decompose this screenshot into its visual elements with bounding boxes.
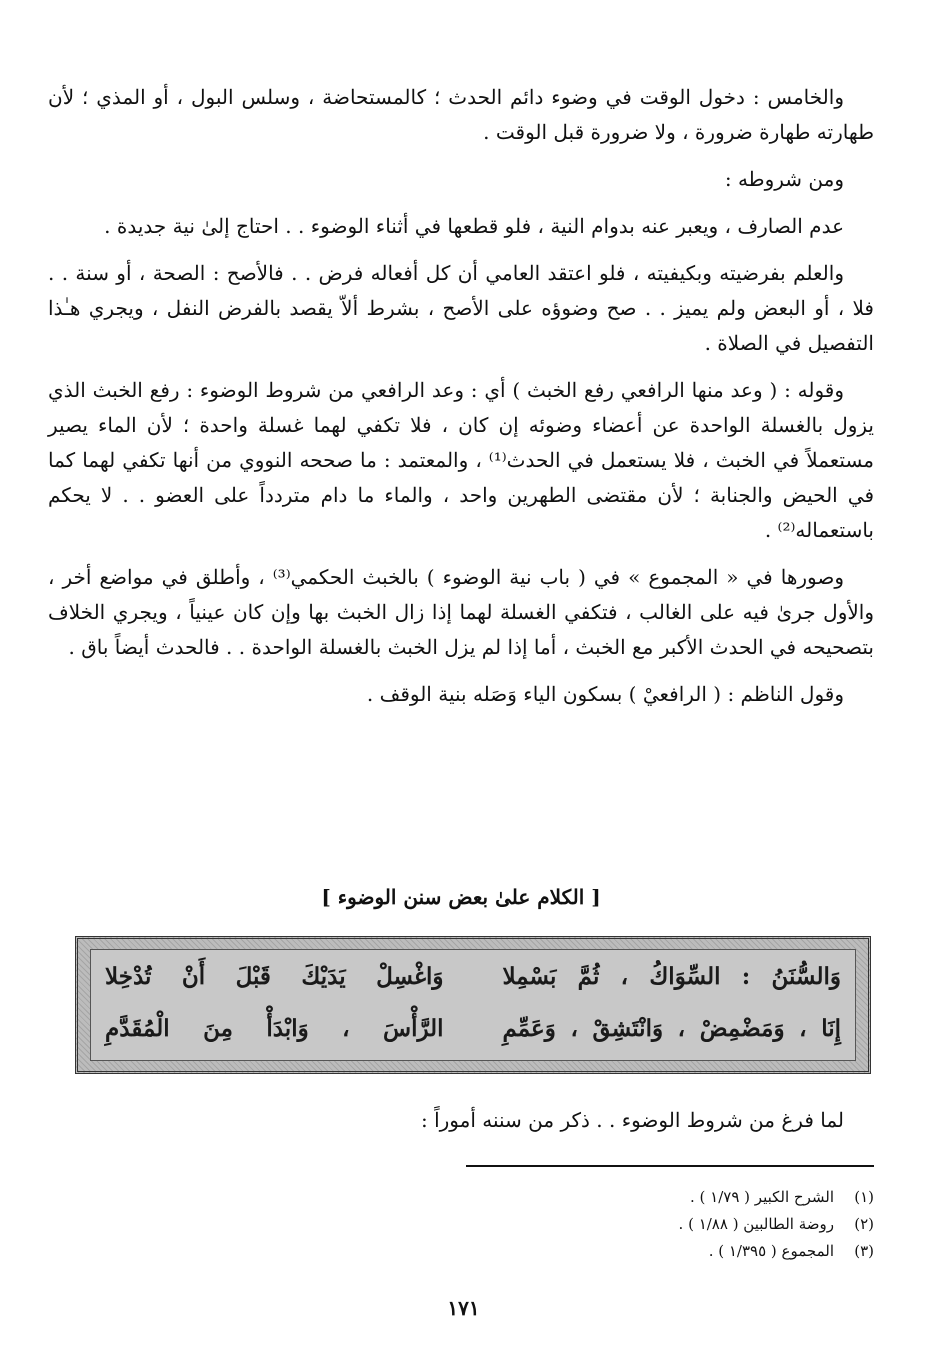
footnote-text: الشرح الكبير ( ١/٧٩ ) .: [690, 1188, 834, 1206]
paragraph-rafii: وقوله : ( وعد منها الرافعي رفع الخبث ) أي : وعد الرافعي من شروط الوضوء : رفع الخبث الذي يزول بالغسلة الواحدة عن أعضاء وضوئه إن كان ، فلا تكفي لهما غسلة واحدة ؛ لأن الماء يصير مستعملاً في الخبث ، فلا يستعمل في الحدث⁽¹⁾ ، والمعتمد : ما صححه النووي من أنها تكفي لهما كما في الحيض والجنابة ؛ لأن مقتضى الطهرين واحد ، والماء ما دام متردداً على العضو . . لا يحكم باستعماله⁽²⁾ .: [48, 378, 874, 542]
verse1-first-hemistich: وَالسُّنَنُ : السِّوَاكُ ، ثُمَّ بَسْمِلا: [502, 963, 841, 990]
paragraph-no-diverter: عدم الصارف ، ويعبر عنه بدوام النية ، فلو قطعها في أثناء الوضوء . . احتاج إلىٰ نية جديدة .: [104, 214, 844, 238]
verse-row-2: [105, 1004, 841, 1054]
footnote-2: [274, 1211, 874, 1238]
verse2-second-hemistich: الرَّأْسَ ، وَابْدَأْ مِنَ الْمُقَدَّمِ: [105, 1015, 444, 1042]
footnote-number: (١): [854, 1188, 874, 1206]
paragraph-fifth-condition: والخامس : دخول الوقت في وضوء دائم الحدث ؛ كالمستحاضة ، وسلس البول ، أو المذي ؛ لأن طهارته طهارة ضرورة ، ولا ضرورة قبل الوقت .: [48, 85, 874, 144]
footnote-text: المجموع ( ١/٣٩٥ ) .: [708, 1242, 834, 1260]
verse1-second-hemistich: وَاغْسِلْ يَدَيْكَ قَبْلَ أَنْ تُدْخِلا: [105, 963, 444, 990]
footnote-number: (٣): [854, 1242, 874, 1260]
paragraph-nazim: وقول الناظم : ( الرافعيْ ) بسكون الياء وَصَله بنية الوقف .: [366, 682, 844, 706]
poem-frame: [90, 949, 856, 1061]
poem-box: [75, 936, 871, 1074]
footnote-divider: [466, 1165, 874, 1167]
footnote-1: [274, 1184, 874, 1211]
verse-row-1: [105, 952, 841, 1002]
verse2-first-hemistich: إِنَا ، وَمَضْمِضْ ، وَانْتَشِقْ ، وَعَمِّمِ: [502, 1015, 841, 1042]
paragraph-conditions-heading: ومن شروطه :: [724, 167, 844, 191]
page-number: ١٧١: [447, 1296, 480, 1320]
footnotes: [274, 1184, 874, 1265]
paragraph-after-poem: لما فرغ من شروط الوضوء . . ذكر من سننه أموراً :: [420, 1108, 844, 1132]
footnote-number: (٢): [854, 1215, 874, 1233]
footnote-3: [274, 1238, 874, 1265]
paragraph-majmu: وصورها في « المجموع » في ( باب نية الوضوء ) بالخبث الحكمي⁽³⁾ ، وأطلق في مواضع أخر ، والأول جرىٰ فيه على الغالب ، فتكفي الغسلة لهما إذا زال الخبث بها وإن كان عينياً ، ويجري الخلاف بتصحيحه في الحدث الأكبر مع الخبث ، أما إذا لم يزل الخبث بالغسلة الواحدة . . فالحدث أيضاً باق .: [48, 565, 874, 659]
footnote-text: روضة الطالبين ( ١/٨٨ ) .: [678, 1215, 834, 1233]
main-text: [48, 80, 874, 724]
paragraph-knowledge: والعلم بفرضيته وبكيفيته ، فلو اعتقد العامي أن كل أفعاله فرض . . فالأصح : الصحة ، أو سنة . . فلا ، أو البعض ولم يميز . . صح وضوؤه على الأصح ، بشرط ألاّ يقصد بالفرض النفل ، ويجري هـٰذا التفصيل في الصلاة .: [48, 261, 874, 355]
section-title: [ الكلام علىٰ بعض سنن الوضوء ]: [321, 885, 601, 909]
